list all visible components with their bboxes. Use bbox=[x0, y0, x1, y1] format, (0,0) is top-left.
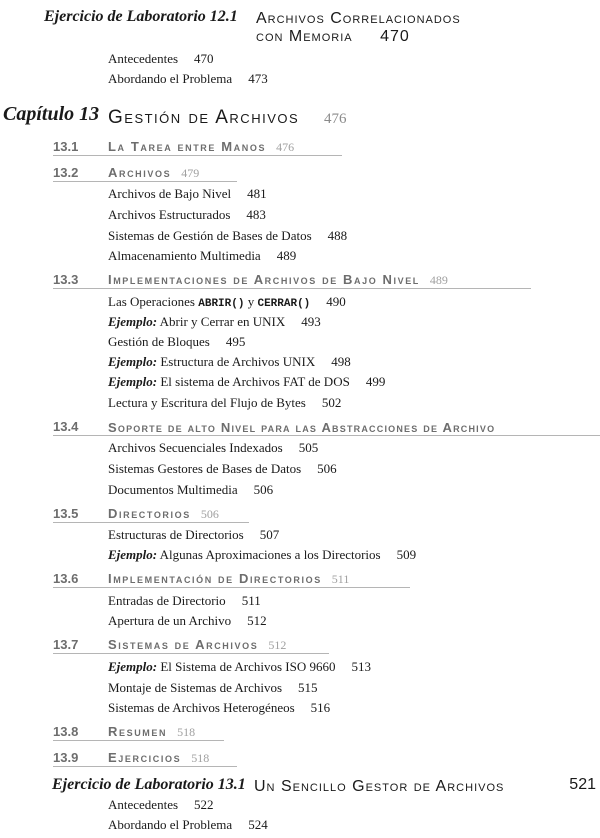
list-item: Almacenamiento Multimedia 489 bbox=[108, 248, 297, 263]
section-number: 13.6 bbox=[53, 571, 79, 586]
chapter-title: Gestión de Archivos bbox=[108, 107, 300, 128]
section-title: Ejercicios 518 bbox=[108, 750, 210, 765]
list-item: Archivos de Bajo Nivel 481 bbox=[108, 186, 267, 201]
lab12-title-line1: Archivos Correlacionados bbox=[256, 10, 461, 27]
section-title: Resumen 518 bbox=[108, 724, 196, 739]
list-item: Entradas de Directorio 511 bbox=[108, 593, 261, 608]
list-item: Abordando el Problema 473 bbox=[108, 71, 268, 86]
section-title: La Tarea entre Manos 476 bbox=[108, 139, 295, 154]
lab12-label: Ejercicio de Laboratorio 12.1 bbox=[44, 8, 238, 25]
code-text: CERRAR() bbox=[257, 298, 311, 310]
section-title: Soporte de alto Nivel para las Abstracciones de Archivo bbox=[108, 420, 496, 435]
lab13-title: Un Sencillo Gestor de Archivos bbox=[254, 778, 505, 795]
list-item: Ejemplo: El Sistema de Archivos ISO 9660 513 bbox=[108, 659, 371, 674]
lab12-title-line2: con Memoria bbox=[256, 28, 353, 45]
list-item: Sistemas Gestores de Bases de Datos 506 bbox=[108, 461, 337, 476]
list-item: Ejemplo: Algunas Aproximaciones a los Directorios 509 bbox=[108, 547, 417, 562]
lab12-heading bbox=[44, 8, 238, 26]
section-number: 13.5 bbox=[53, 506, 79, 521]
lab12-page: 470 bbox=[380, 28, 410, 45]
list-item: Apertura de un Archivo 512 bbox=[108, 613, 267, 628]
lab13-page-wrap bbox=[569, 776, 596, 794]
list-item: Ejemplo: El sistema de Archivos FAT de DOS 499 bbox=[108, 374, 386, 389]
section-number: 13.9 bbox=[53, 750, 79, 765]
section-rule bbox=[53, 181, 237, 182]
chapter-label: Capítulo 13 bbox=[3, 103, 100, 125]
list-item: Sistemas de Archivos Heterogéneos 516 bbox=[108, 700, 331, 715]
list-item: Antecedentes 470 bbox=[108, 51, 214, 66]
section-title: Directorios 506 bbox=[108, 506, 219, 521]
section-rule bbox=[53, 435, 600, 436]
chapter-title-row bbox=[108, 107, 346, 129]
section-rule bbox=[53, 740, 224, 741]
list-item: Las Operaciones ABRIR() y CERRAR() 490 bbox=[108, 294, 346, 310]
section-number: 13.7 bbox=[53, 637, 79, 652]
list-item: Ejemplo: Estructura de Archivos UNIX 498 bbox=[108, 354, 351, 369]
list-item: Abordando el Problema 524 bbox=[108, 817, 268, 832]
list-item: Archivos Estructurados 483 bbox=[108, 207, 266, 222]
section-title: Implementaciones de Archivos de Bajo Nivel 489 bbox=[108, 272, 448, 287]
chapter-page: 476 bbox=[323, 111, 347, 127]
code-text: ABRIR() bbox=[198, 298, 245, 310]
list-item: Ejemplo: Abrir y Cerrar en UNIX 493 bbox=[108, 314, 321, 329]
section-rule bbox=[53, 766, 237, 767]
list-item: Estructuras de Directorios 507 bbox=[108, 527, 280, 542]
lab13-title-row bbox=[254, 778, 504, 795]
section-rule bbox=[53, 653, 329, 654]
section-title: Implementación de Directorios 511 bbox=[108, 571, 350, 586]
section-number: 13.1 bbox=[53, 139, 79, 154]
section-number: 13.2 bbox=[53, 165, 79, 180]
list-item: Gestión de Bloques 495 bbox=[108, 334, 246, 349]
section-title: Sistemas de Archivos 512 bbox=[108, 637, 287, 652]
section-number: 13.8 bbox=[53, 724, 79, 739]
section-rule bbox=[53, 155, 342, 156]
list-item: Montaje de Sistemas de Archivos 515 bbox=[108, 680, 318, 695]
lab13-heading bbox=[52, 776, 246, 794]
list-item: Sistemas de Gestión de Bases de Datos 488 bbox=[108, 228, 348, 243]
lab13-label: Ejercicio de Laboratorio 13.1 bbox=[52, 776, 246, 793]
section-title: Archivos 479 bbox=[108, 165, 200, 180]
section-rule bbox=[53, 288, 531, 289]
list-item: Archivos Secuenciales Indexados 505 bbox=[108, 440, 319, 455]
lab13-page: 521 bbox=[569, 776, 596, 793]
section-rule bbox=[53, 587, 410, 588]
list-item: Lectura y Escritura del Flujo de Bytes 502 bbox=[108, 395, 342, 410]
section-rule bbox=[53, 522, 249, 523]
list-item: Documentos Multimedia 506 bbox=[108, 482, 274, 497]
section-number: 13.3 bbox=[53, 272, 79, 287]
chapter-heading bbox=[3, 103, 99, 126]
list-item: Antecedentes 522 bbox=[108, 797, 214, 812]
section-number: 13.4 bbox=[53, 419, 79, 434]
lab12-title-line2-row bbox=[256, 28, 410, 45]
lab12-title bbox=[256, 10, 461, 27]
